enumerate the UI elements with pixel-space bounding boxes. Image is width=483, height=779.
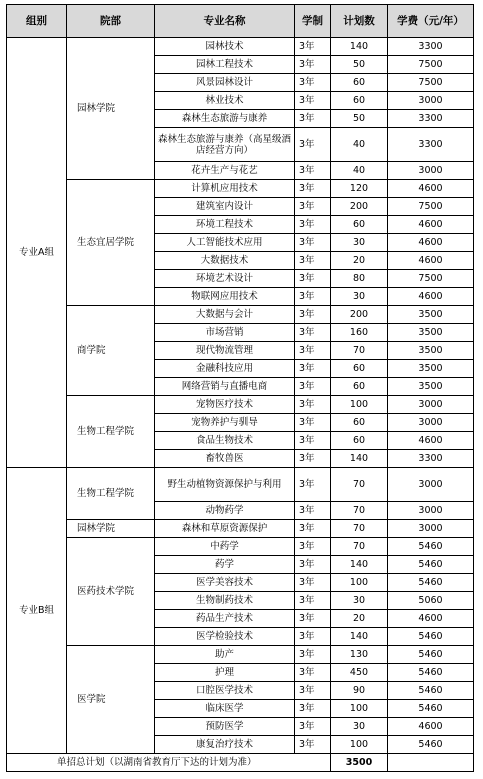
header-major: 专业名称	[155, 5, 295, 38]
tuition-cell: 3500	[388, 342, 474, 360]
plan-cell: 140	[331, 628, 388, 646]
major-cell: 野生动植物资源保护与利用	[155, 468, 295, 502]
plan-cell: 450	[331, 664, 388, 682]
tuition-cell: 5060	[388, 592, 474, 610]
department-cell: 园林学院	[67, 38, 155, 180]
tuition-cell: 3000	[388, 396, 474, 414]
tuition-cell: 3500	[388, 360, 474, 378]
duration-cell: 3年	[295, 198, 331, 216]
major-cell: 中药学	[155, 538, 295, 556]
tuition-cell: 5460	[388, 646, 474, 664]
tuition-cell: 5460	[388, 538, 474, 556]
major-cell: 物联网应用技术	[155, 288, 295, 306]
plan-cell: 140	[331, 556, 388, 574]
group-cell: 专业B组	[7, 468, 67, 754]
major-cell: 森林生态旅游与康养	[155, 110, 295, 128]
duration-cell: 3年	[295, 162, 331, 180]
total-empty-cell	[388, 754, 474, 772]
header-tuition: 学费（元/年）	[388, 5, 474, 38]
major-cell: 宠物养护与驯导	[155, 414, 295, 432]
plan-cell: 90	[331, 682, 388, 700]
tuition-cell: 4600	[388, 252, 474, 270]
duration-cell: 3年	[295, 128, 331, 162]
plan-cell: 100	[331, 736, 388, 754]
tuition-cell: 3000	[388, 162, 474, 180]
major-cell: 康复治疗技术	[155, 736, 295, 754]
plan-cell: 30	[331, 288, 388, 306]
tuition-cell: 3500	[388, 306, 474, 324]
plan-cell: 20	[331, 610, 388, 628]
duration-cell: 3年	[295, 700, 331, 718]
plan-cell: 160	[331, 324, 388, 342]
tuition-cell: 7500	[388, 270, 474, 288]
major-cell: 药品生产技术	[155, 610, 295, 628]
duration-cell: 3年	[295, 646, 331, 664]
duration-cell: 3年	[295, 450, 331, 468]
tuition-cell: 3000	[388, 468, 474, 502]
duration-cell: 3年	[295, 396, 331, 414]
duration-cell: 3年	[295, 736, 331, 754]
duration-cell: 3年	[295, 234, 331, 252]
plan-cell: 100	[331, 700, 388, 718]
major-cell: 畜牧兽医	[155, 450, 295, 468]
duration-cell: 3年	[295, 324, 331, 342]
tuition-cell: 3300	[388, 450, 474, 468]
major-cell: 计算机应用技术	[155, 180, 295, 198]
duration-cell: 3年	[295, 342, 331, 360]
major-cell: 环境艺术设计	[155, 270, 295, 288]
plan-cell: 60	[331, 360, 388, 378]
major-cell: 药学	[155, 556, 295, 574]
plan-cell: 70	[331, 520, 388, 538]
tuition-cell: 7500	[388, 74, 474, 92]
major-cell: 网络营销与直播电商	[155, 378, 295, 396]
major-cell: 生物制药技术	[155, 592, 295, 610]
duration-cell: 3年	[295, 718, 331, 736]
major-cell: 护理	[155, 664, 295, 682]
table-row	[7, 468, 474, 502]
plan-cell: 50	[331, 110, 388, 128]
plan-cell: 100	[331, 396, 388, 414]
tuition-cell: 5460	[388, 682, 474, 700]
plan-cell: 60	[331, 432, 388, 450]
major-cell: 市场营销	[155, 324, 295, 342]
department-cell: 医学院	[67, 646, 155, 754]
duration-cell: 3年	[295, 538, 331, 556]
duration-cell: 3年	[295, 110, 331, 128]
duration-cell: 3年	[295, 74, 331, 92]
plan-cell: 30	[331, 592, 388, 610]
duration-cell: 3年	[295, 556, 331, 574]
plan-cell: 60	[331, 216, 388, 234]
plan-cell: 70	[331, 468, 388, 502]
department-cell: 医药技术学院	[67, 538, 155, 646]
major-cell: 林业技术	[155, 92, 295, 110]
table-row	[7, 38, 474, 56]
major-cell: 园林技术	[155, 38, 295, 56]
plan-cell: 70	[331, 538, 388, 556]
tuition-cell: 3000	[388, 502, 474, 520]
duration-cell: 3年	[295, 92, 331, 110]
plan-cell: 130	[331, 646, 388, 664]
plan-cell: 80	[331, 270, 388, 288]
tuition-cell: 3000	[388, 92, 474, 110]
total-value: 3500	[331, 754, 388, 772]
tuition-cell: 4600	[388, 180, 474, 198]
duration-cell: 3年	[295, 592, 331, 610]
major-cell: 医学检验技术	[155, 628, 295, 646]
major-cell: 宠物医疗技术	[155, 396, 295, 414]
table-row	[7, 520, 474, 538]
duration-cell: 3年	[295, 216, 331, 234]
tuition-cell: 4600	[388, 288, 474, 306]
header-duration: 学制	[295, 5, 331, 38]
header-row	[7, 5, 474, 38]
major-cell: 大数据与会计	[155, 306, 295, 324]
duration-cell: 3年	[295, 468, 331, 502]
table-row	[7, 306, 474, 324]
duration-cell: 3年	[295, 520, 331, 538]
major-cell: 现代物流管理	[155, 342, 295, 360]
duration-cell: 3年	[295, 414, 331, 432]
plan-cell: 40	[331, 128, 388, 162]
plan-cell: 60	[331, 74, 388, 92]
major-cell: 花卉生产与花艺	[155, 162, 295, 180]
plan-cell: 200	[331, 198, 388, 216]
table-row	[7, 646, 474, 664]
major-cell: 动物药学	[155, 502, 295, 520]
duration-cell: 3年	[295, 306, 331, 324]
tuition-cell: 4600	[388, 234, 474, 252]
duration-cell: 3年	[295, 270, 331, 288]
tuition-cell: 7500	[388, 56, 474, 74]
table-row	[7, 396, 474, 414]
tuition-cell: 4600	[388, 216, 474, 234]
header-department: 院部	[67, 5, 155, 38]
duration-cell: 3年	[295, 56, 331, 74]
tuition-cell: 7500	[388, 198, 474, 216]
duration-cell: 3年	[295, 664, 331, 682]
duration-cell: 3年	[295, 180, 331, 198]
plan-cell: 200	[331, 306, 388, 324]
tuition-cell: 3500	[388, 378, 474, 396]
table-row	[7, 538, 474, 556]
total-row	[7, 754, 474, 772]
tuition-cell: 3300	[388, 38, 474, 56]
plan-cell: 50	[331, 56, 388, 74]
tuition-cell: 5460	[388, 700, 474, 718]
major-cell: 临床医学	[155, 700, 295, 718]
major-cell: 医学美容技术	[155, 574, 295, 592]
duration-cell: 3年	[295, 574, 331, 592]
tuition-cell: 3000	[388, 520, 474, 538]
major-cell: 森林和草原资源保护	[155, 520, 295, 538]
plan-cell: 20	[331, 252, 388, 270]
plan-cell: 100	[331, 574, 388, 592]
major-cell: 环境工程技术	[155, 216, 295, 234]
plan-cell: 40	[331, 162, 388, 180]
plan-cell: 70	[331, 342, 388, 360]
group-cell: 专业A组	[7, 38, 67, 468]
major-cell: 森林生态旅游与康养（高星级酒店经营方向）	[155, 128, 295, 162]
department-cell: 生物工程学院	[67, 468, 155, 520]
plan-cell: 60	[331, 414, 388, 432]
duration-cell: 3年	[295, 502, 331, 520]
plan-cell: 120	[331, 180, 388, 198]
major-cell: 预防医学	[155, 718, 295, 736]
plan-cell: 30	[331, 718, 388, 736]
tuition-cell: 4600	[388, 610, 474, 628]
major-cell: 口腔医学技术	[155, 682, 295, 700]
duration-cell: 3年	[295, 38, 331, 56]
duration-cell: 3年	[295, 288, 331, 306]
tuition-cell: 3000	[388, 414, 474, 432]
duration-cell: 3年	[295, 628, 331, 646]
duration-cell: 3年	[295, 252, 331, 270]
total-label: 单招总计划（以湖南省教育厅下达的计划为准）	[7, 754, 331, 772]
major-cell: 风景园林设计	[155, 74, 295, 92]
plan-cell: 70	[331, 502, 388, 520]
header-plan: 计划数	[331, 5, 388, 38]
tuition-cell: 5460	[388, 664, 474, 682]
department-cell: 园林学院	[67, 520, 155, 538]
table-row	[7, 180, 474, 198]
duration-cell: 3年	[295, 610, 331, 628]
department-cell: 商学院	[67, 306, 155, 396]
tuition-cell: 4600	[388, 432, 474, 450]
tuition-cell: 3300	[388, 110, 474, 128]
tuition-cell: 3500	[388, 324, 474, 342]
major-cell: 金融科技应用	[155, 360, 295, 378]
department-cell: 生物工程学院	[67, 396, 155, 468]
enrollment-plan-table	[6, 4, 474, 772]
duration-cell: 3年	[295, 432, 331, 450]
duration-cell: 3年	[295, 360, 331, 378]
major-cell: 大数据技术	[155, 252, 295, 270]
plan-cell: 60	[331, 378, 388, 396]
department-cell: 生态宜居学院	[67, 180, 155, 306]
header-group: 组别	[7, 5, 67, 38]
major-cell: 建筑室内设计	[155, 198, 295, 216]
tuition-cell: 5460	[388, 556, 474, 574]
table-body	[7, 38, 474, 772]
major-cell: 园林工程技术	[155, 56, 295, 74]
major-cell: 食品生物技术	[155, 432, 295, 450]
major-cell: 助产	[155, 646, 295, 664]
plan-cell: 30	[331, 234, 388, 252]
plan-cell: 140	[331, 450, 388, 468]
plan-cell: 140	[331, 38, 388, 56]
plan-cell: 60	[331, 92, 388, 110]
tuition-cell: 5460	[388, 736, 474, 754]
duration-cell: 3年	[295, 682, 331, 700]
tuition-cell: 4600	[388, 718, 474, 736]
tuition-cell: 5460	[388, 628, 474, 646]
duration-cell: 3年	[295, 378, 331, 396]
tuition-cell: 3300	[388, 128, 474, 162]
major-cell: 人工智能技术应用	[155, 234, 295, 252]
tuition-cell: 5460	[388, 574, 474, 592]
